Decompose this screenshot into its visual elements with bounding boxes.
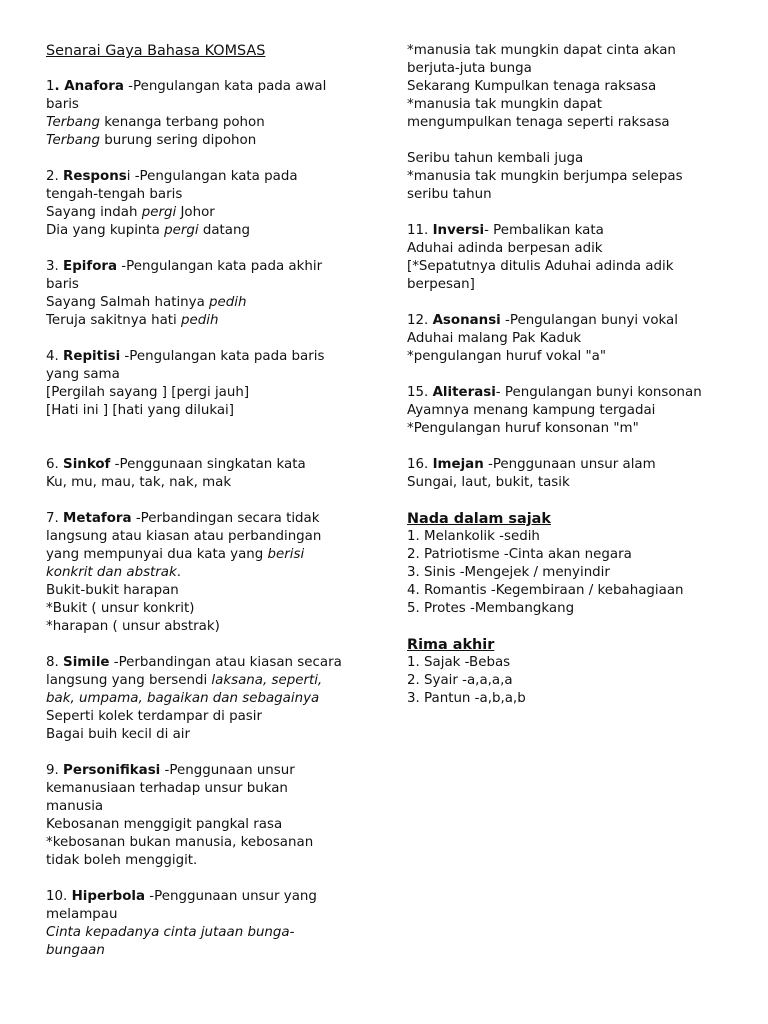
example-text: Sungai, laut, bukit, tasik [407,475,570,490]
example-note: [*Sepatutnya ditulis Aduhai adinda adik [407,259,674,274]
example-note: *manusia tak mungkin dapat [407,97,602,112]
term-description: -Penggunaan unsur [160,763,295,778]
term-description-cont: yang mempunyai dua kata yang [46,547,268,562]
example-note: mengumpulkan tenaga seperti raksasa [407,115,670,130]
example-note: *Bukit ( unsur konkrit) [46,601,195,616]
term-description-cont: yang sama [46,367,120,382]
section-rima [407,636,743,708]
item-sinkof [46,456,376,492]
term-description-cont: . [176,565,182,580]
term-description-cont: langsung atau kiasan atau perbandingan [46,529,322,544]
item-number: 9. [46,763,64,778]
list-item: 3. Pantun -a,b,a,b [407,691,526,706]
item-number-suffix: . [54,79,65,94]
example-text: [Pergilah sayang ] [pergi jauh] [46,385,250,400]
term-sinkof: Sinkof [63,457,111,472]
list-item: 2. Syair -a,a,a,a [407,673,513,688]
item-epifora [46,258,376,330]
item-number: 8. [46,655,64,670]
example-text: Bagai buih kecil di air [46,727,191,742]
item-number: 4. [46,349,64,364]
item-personifikasi [46,762,376,870]
term-simile: Simile [63,655,110,670]
example-text: Dia yang kupinta [46,223,165,238]
item-imejan [407,456,743,492]
term-description: - Pembalikan kata [484,223,604,238]
item-number: 7. [46,511,64,526]
term-description-cont: tengah-tengah baris [46,187,183,202]
example-note: *harapan ( unsur abstrak) [46,619,220,634]
example-note: *kebosanan bukan manusia, kebosanan [46,835,314,850]
term-personifikasi: Personifikasi [63,763,161,778]
term-metafora: Metafora [63,511,132,526]
term-description: -Perbandingan secara tidak [131,511,320,526]
example-emphasis: Terbang [46,115,100,130]
description-emphasis: bak, umpama, bagaikan dan sebagainya [46,691,320,706]
section-heading-nada: Nada dalam sajak [407,511,551,527]
description-emphasis: laksana, seperti, [211,673,323,688]
item-number: 3. [46,259,64,274]
term-tail: i [126,169,131,184]
item-number: 10. [46,889,72,904]
item-number: 16. [407,457,433,472]
list-item: 1. Sajak -Bebas [407,655,511,670]
example-text: Seribu tahun kembali juga [407,151,584,166]
item-hiperbola [46,888,376,960]
example-text: Teruja sakitnya hati [46,313,182,328]
example-emphasis: bungaan [46,943,105,958]
item-number: 15. [407,385,433,400]
item-inversi [407,222,743,294]
left-column [46,42,376,960]
term-description-cont: melampau [46,907,118,922]
term-description: -Perbandingan atau kiasan secara [109,655,342,670]
example-text: Johor [176,205,215,220]
term-description: -Pengulangan kata pada baris [120,349,325,364]
example-note: *manusia tak mungkin berjumpa selepas [407,169,683,184]
example-text: burung sering dipohon [99,133,257,148]
term-description-cont: kemanusiaan terhadap unsur bukan [46,781,288,796]
example-text: Sayang indah [46,205,142,220]
term-description: -Pengulangan kata pada [130,169,298,184]
term-description: -Pengulangan kata pada awal [123,79,327,94]
example-text: Ku, mu, mau, tak, nak, mak [46,475,232,490]
item-aliterasi [407,384,743,438]
example-text: Bukit-bukit harapan [46,583,179,598]
term-description-cont: manusia [46,799,104,814]
term-asonansi: Asonansi [432,313,501,328]
list-item: 1. Melankolik -sedih [407,529,540,544]
list-item: 2. Patriotisme -Cinta akan negara [407,547,632,562]
example-text: Sayang Salmah hatinya [46,295,210,310]
term-description: -Penggunaan singkatan kata [110,457,306,472]
example-emphasis: pergi [164,223,199,238]
example-emphasis: pedih [209,295,247,310]
example-emphasis: pergi [141,205,177,220]
item-repitisi [46,348,376,420]
term-repitisi: Repitisi [63,349,121,364]
section-nada [407,510,743,618]
term-description: - Pengulangan bunyi konsonan [495,385,702,400]
example-emphasis: Cinta kepadanya cinta jutaan bunga- [46,925,295,940]
list-item: 4. Romantis -Kegembiraan / kebahagiaan [407,583,684,598]
example-text: kenanga terbang pohon [99,115,265,130]
term-anafora: Anafora [64,79,124,94]
item-hiperbola-continued [407,42,743,204]
example-note: *pengulangan huruf vokal "a" [407,349,607,364]
example-text: Ayamnya menang kampung tergadai [407,403,656,418]
example-text: [Hati ini ] [hati yang dilukai] [46,403,235,418]
example-text: datang [198,223,250,238]
document-title: Senarai Gaya Bahasa KOMSAS [46,43,266,59]
item-anafora [46,78,376,150]
item-number: 1 [46,79,55,94]
example-text: Sekarang Kumpulkan tenaga raksasa [407,79,657,94]
example-note: tidak boleh menggigit. [46,853,198,868]
example-note: berjuta-juta bunga [407,61,532,76]
example-text: Aduhai adinda berpesan adik [407,241,603,256]
term-aliterasi: Aliterasi [432,385,496,400]
example-text: Aduhai malang Pak Kaduk [407,331,582,346]
term-description: -Penggunaan unsur alam [483,457,656,472]
right-column [407,42,743,708]
item-number: 11. [407,223,433,238]
example-note: *Pengulangan huruf konsonan "m" [407,421,639,436]
term-description-cont: baris [46,277,79,292]
list-item: 3. Sinis -Mengejek / menyindir [407,565,610,580]
term-description: -Pengulangan kata pada akhir [117,259,323,274]
example-note: seribu tahun [407,187,492,202]
example-emphasis: Terbang [46,133,100,148]
list-item: 5. Protes -Membangkang [407,601,575,616]
item-asonansi [407,312,743,366]
term-hiperbola: Hiperbola [71,889,146,904]
term-responsi: Respons [63,169,127,184]
example-text: Seperti kolek terdampar di pasir [46,709,263,724]
item-simile [46,654,376,744]
example-note: berpesan] [407,277,475,292]
term-inversi: Inversi [432,223,485,238]
item-number: 6. [46,457,64,472]
description-emphasis: konkrit dan abstrak [46,565,177,580]
term-description: -Penggunaan unsur yang [145,889,317,904]
term-description-cont: baris [46,97,79,112]
term-description-cont: langsung yang bersendi [46,673,212,688]
item-metafora [46,510,376,636]
example-note: *manusia tak mungkin dapat cinta akan [407,43,676,58]
description-emphasis: berisi [267,547,305,562]
term-description: -Pengulangan bunyi vokal [500,313,678,328]
term-imejan: Imejan [432,457,484,472]
section-heading-rima: Rima akhir [407,637,495,653]
example-text: Kebosanan menggigit pangkal rasa [46,817,283,832]
example-emphasis: pedih [181,313,219,328]
item-responsi [46,168,376,240]
item-number: 2. [46,169,64,184]
item-number: 12. [407,313,433,328]
term-epifora: Epifora [63,259,118,274]
